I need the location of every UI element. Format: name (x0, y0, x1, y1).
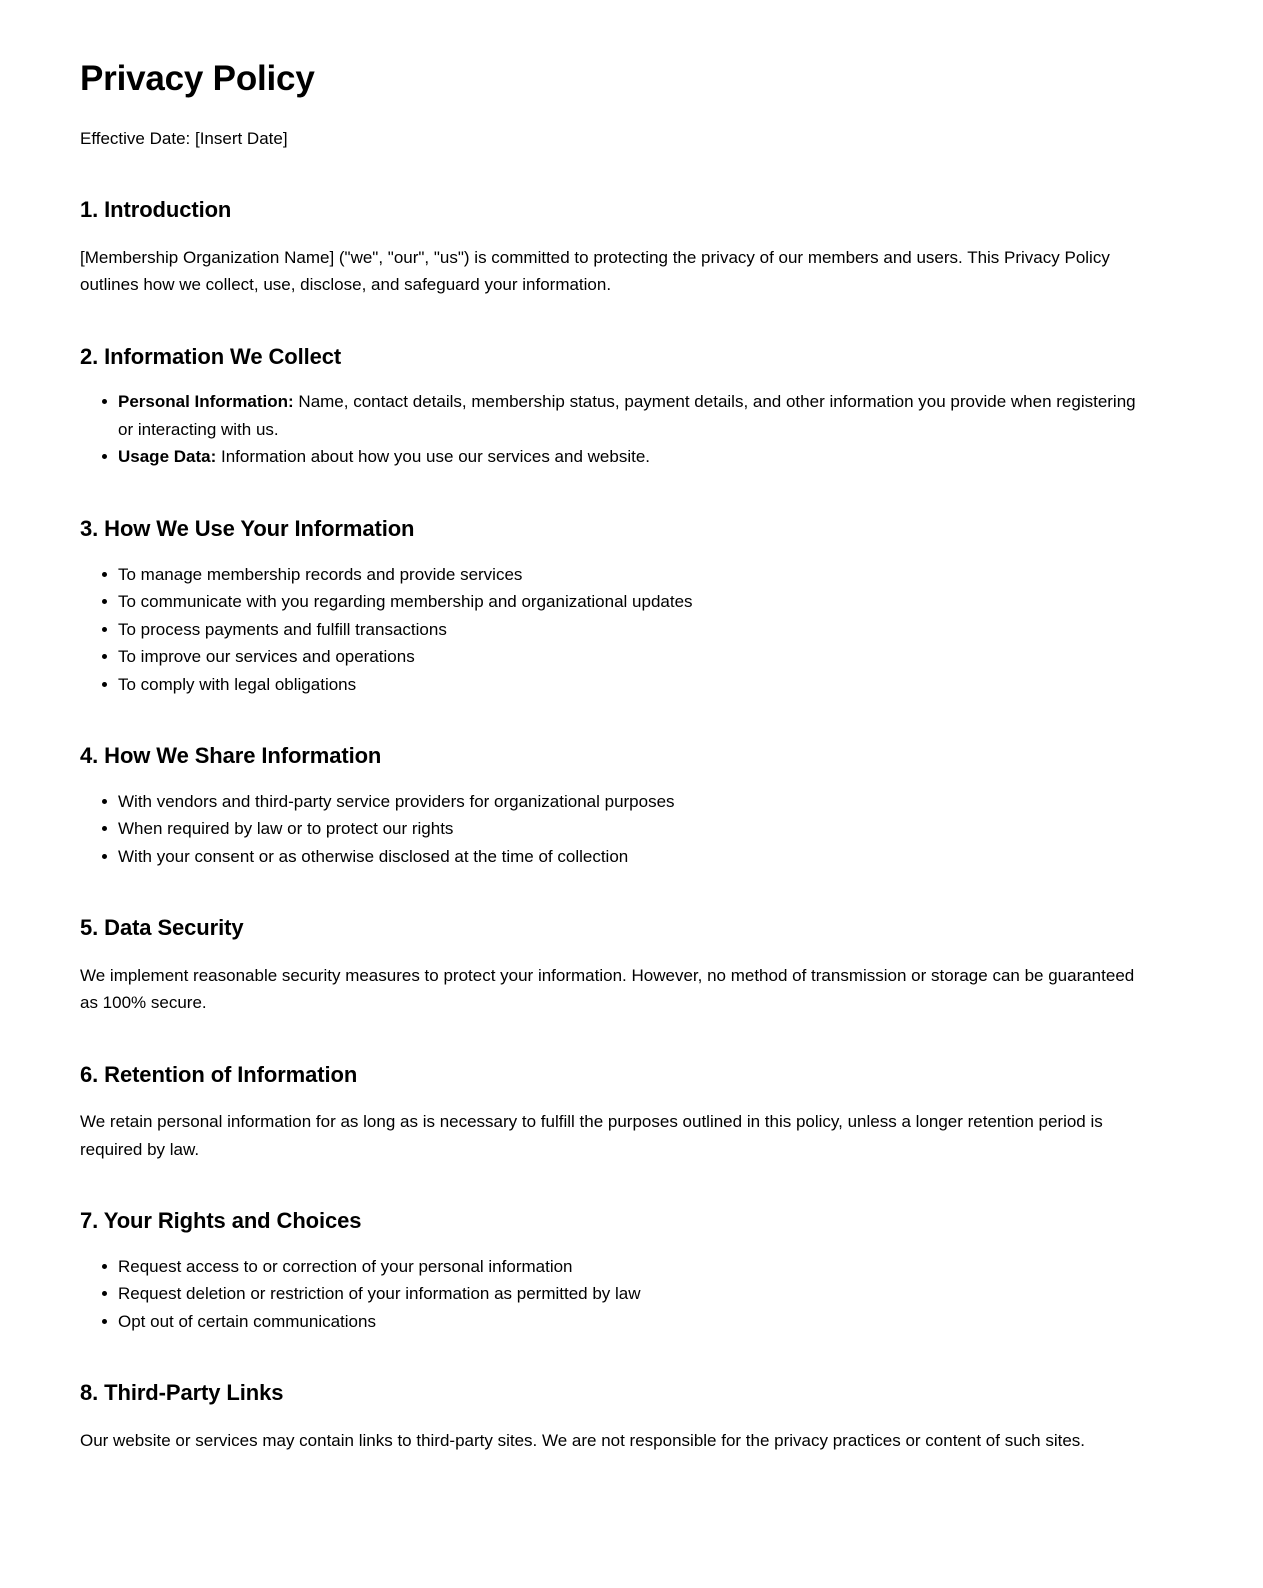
list-item-text: To communicate with you regarding membership and organizational updates (118, 592, 693, 612)
list-item (102, 671, 1155, 699)
section-heading: 2. Information We Collect (80, 343, 342, 369)
list-item-text: With vendors and third-party service providers for organizational purposes (118, 791, 675, 811)
list-item-text: With your consent or as otherwise disclosed at the time of collection (118, 846, 629, 866)
list-item-lead: Usage Data: (118, 447, 217, 467)
section-paragraph: We retain personal information for as long as is necessary to fulfill the purposes outlined in this policy, unless a longer retention period is required by law. (80, 1112, 1103, 1159)
list-item (102, 561, 1155, 589)
sections-container (80, 196, 1155, 1454)
section-bullet-list (80, 561, 1155, 699)
policy-section (80, 1379, 1155, 1454)
list-item-text: To process payments and fulfill transactions (118, 619, 447, 639)
section-heading: 4. How We Share Information (80, 743, 382, 769)
list-item-text: Name, contact details, membership status, payment details, and other information you provide when registering or interacting with us. (118, 392, 1136, 439)
page-title: Privacy Policy (80, 59, 315, 98)
section-heading: 5. Data Security (80, 915, 244, 941)
page-bottom-spacer (80, 1455, 1155, 1456)
list-item-text: To manage membership records and provide services (118, 564, 523, 584)
section-paragraph: [Membership Organization Name] ("we", "our", "us") is committed to protecting the privacy of our members and users. This Privacy Policy outlines how we collect, use, disclose, and safeguard your information. (80, 247, 1110, 295)
list-item (102, 788, 1155, 816)
section-heading: 7. Your Rights and Choices (80, 1208, 362, 1234)
section-paragraph: We implement reasonable security measures to protect your information. However, no method of transmission or storage can be guaranteed as 100% secure. (80, 965, 1135, 1013)
policy-section (80, 515, 1155, 698)
list-item (102, 843, 1155, 871)
policy-section (80, 914, 1155, 1017)
section-bullet-list (80, 1253, 1155, 1336)
section-heading: 6. Retention of Information (80, 1061, 358, 1087)
list-item (102, 1308, 1155, 1336)
list-item (102, 815, 1155, 843)
list-item-text: When required by law or to protect our rights (118, 819, 454, 839)
policy-section (80, 343, 1155, 471)
list-item (102, 443, 1155, 471)
section-heading: 3. How We Use Your Information (80, 516, 415, 541)
policy-section (80, 1207, 1155, 1335)
list-item (102, 388, 1155, 443)
list-item (102, 1253, 1155, 1281)
policy-section (80, 742, 1155, 870)
section-paragraph: Our website or services may contain links to third-party sites. We are not responsible for the privacy practices or content of such sites. (80, 1430, 1086, 1450)
effective-date: Effective Date: [Insert Date] (80, 129, 288, 148)
section-bullet-list (80, 788, 1155, 871)
policy-section (80, 196, 1155, 299)
section-heading: 1. Introduction (80, 197, 232, 223)
list-item-text: Opt out of certain communications (118, 1311, 376, 1331)
list-item (102, 643, 1155, 671)
list-item-text: To improve our services and operations (118, 647, 415, 667)
list-item-text: To comply with legal obligations (118, 674, 357, 694)
section-bullet-list (80, 388, 1155, 471)
list-item (102, 616, 1155, 644)
list-item-text: Request deletion or restriction of your information as permitted by law (118, 1284, 641, 1304)
policy-section (80, 1061, 1155, 1164)
list-item-lead: Personal Information: (118, 392, 294, 412)
list-item (102, 1280, 1155, 1308)
list-item (102, 588, 1155, 616)
section-heading: 8. Third-Party Links (80, 1380, 284, 1406)
list-item-text: Request access to or correction of your personal information (118, 1256, 573, 1276)
list-item-text: Information about how you use our services and website. (216, 447, 651, 467)
